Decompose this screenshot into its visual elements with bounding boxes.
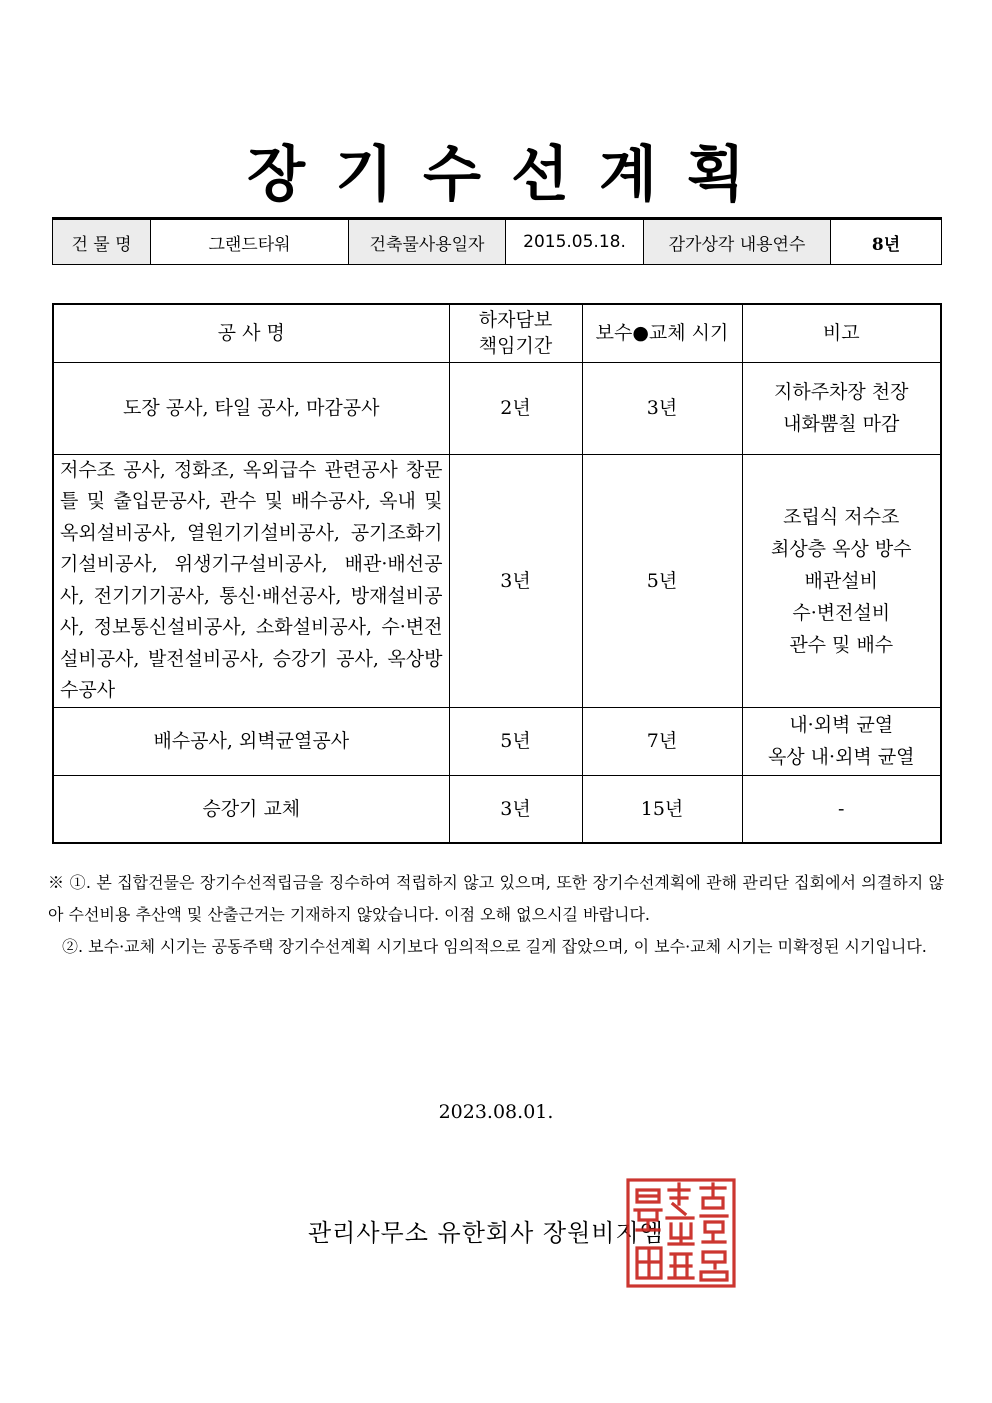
row-cycle: 5년 — [582, 454, 742, 707]
building-name-value: 그랜드타워 — [151, 219, 349, 265]
row-warranty: 5년 — [449, 707, 582, 775]
note-line: 관수 및 배수 — [789, 633, 894, 656]
row-work-name: 승강기 교체 — [53, 775, 449, 843]
note-line: - — [838, 797, 845, 820]
notes-section — [48, 867, 944, 963]
company-seal-icon — [623, 1176, 739, 1290]
note-line: 옥상 내·외벽 균열 — [767, 746, 915, 768]
row-work-name: 배수공사, 외벽균열공사 — [53, 707, 449, 775]
note-line: 조립식 저수조 — [783, 505, 900, 528]
note-line: 내·외벽 균열 — [789, 714, 894, 736]
issue-date: 2023.08.01. — [438, 1101, 554, 1123]
row-warranty: 2년 — [449, 362, 582, 454]
note-2: ②. 보수·교체 시기는 공동주택 장기수선계획 시기보다 임의적으로 길게 잡았으며, 이 보수·교체 시기는 미확정된 시기입니다. — [62, 937, 927, 956]
row-note — [742, 775, 941, 843]
row-note — [742, 454, 941, 707]
depreciation-label: 감가상각 내용연수 — [644, 219, 831, 265]
note-line: 지하주차장 천장 — [773, 381, 909, 403]
table-row — [53, 454, 941, 707]
approval-date-label: 건축물사용일자 — [349, 219, 506, 265]
row-note — [742, 362, 941, 454]
row-cycle: 7년 — [582, 707, 742, 775]
building-info-row — [53, 219, 942, 265]
row-note — [742, 707, 941, 775]
repair-plan-table — [52, 303, 942, 844]
approval-date-value: 2015.05.18. — [506, 219, 644, 265]
note-line: 내화뿜칠 마감 — [783, 413, 900, 435]
note-line: 최상층 옥상 방수 — [770, 537, 912, 560]
note-1: ※ ①. 본 집합건물은 장기수선적립금을 징수하여 적립하지 않고 있으며, 또한 장기수선계획에 관해 관리단 집회에서 의결하지 않아 수선비용 추산액 및 산출근거는 기재하지 않았습니다. 이점 오해 없으시길 바랍니다. — [48, 873, 944, 924]
building-info-table — [52, 217, 942, 265]
table-row — [53, 362, 941, 454]
header-work-name: 공 사 명 — [53, 304, 449, 362]
header-warranty-line1: 하자담보 — [478, 309, 553, 332]
table-row — [53, 707, 941, 775]
row-work-name: 저수조 공사, 정화조, 옥외급수 관련공사 창문틀 및 출입문공사, 관수 및 배수공사, 옥내 및 옥외설비공사, 열원기기설비공사, 공기조화기기설비공사, 위생기구설비공사, 배관·배선공사, 전기기기공사, 통신·배선공사, 방재설비공사, 정보통신설비공사, 소화설비공사, 수·변전설비공사, 발전설비공사, 승강기 공사, 옥상방수공사 — [53, 454, 449, 707]
header-warranty-line2: 책임기간 — [478, 335, 553, 358]
header-cycle: 보수●교체 시기 — [582, 304, 742, 362]
row-cycle: 3년 — [582, 362, 742, 454]
row-cycle: 15년 — [582, 775, 742, 843]
issuer-name: 관리사무소 유한회사 장원비지엠 — [308, 1219, 664, 1247]
page-title: 장기수선계획 — [247, 140, 775, 210]
depreciation-value: 8년 — [831, 219, 942, 265]
note-line: 수·변전설비 — [792, 601, 891, 624]
table-header-row — [53, 304, 941, 362]
header-warranty — [449, 304, 582, 362]
note-line: 배관설비 — [804, 569, 878, 592]
row-warranty: 3년 — [449, 775, 582, 843]
row-warranty: 3년 — [449, 454, 582, 707]
header-note: 비고 — [742, 304, 941, 362]
row-work-name: 도장 공사, 타일 공사, 마감공사 — [53, 362, 449, 454]
building-name-label: 건 물 명 — [53, 219, 151, 265]
table-row — [53, 775, 941, 843]
